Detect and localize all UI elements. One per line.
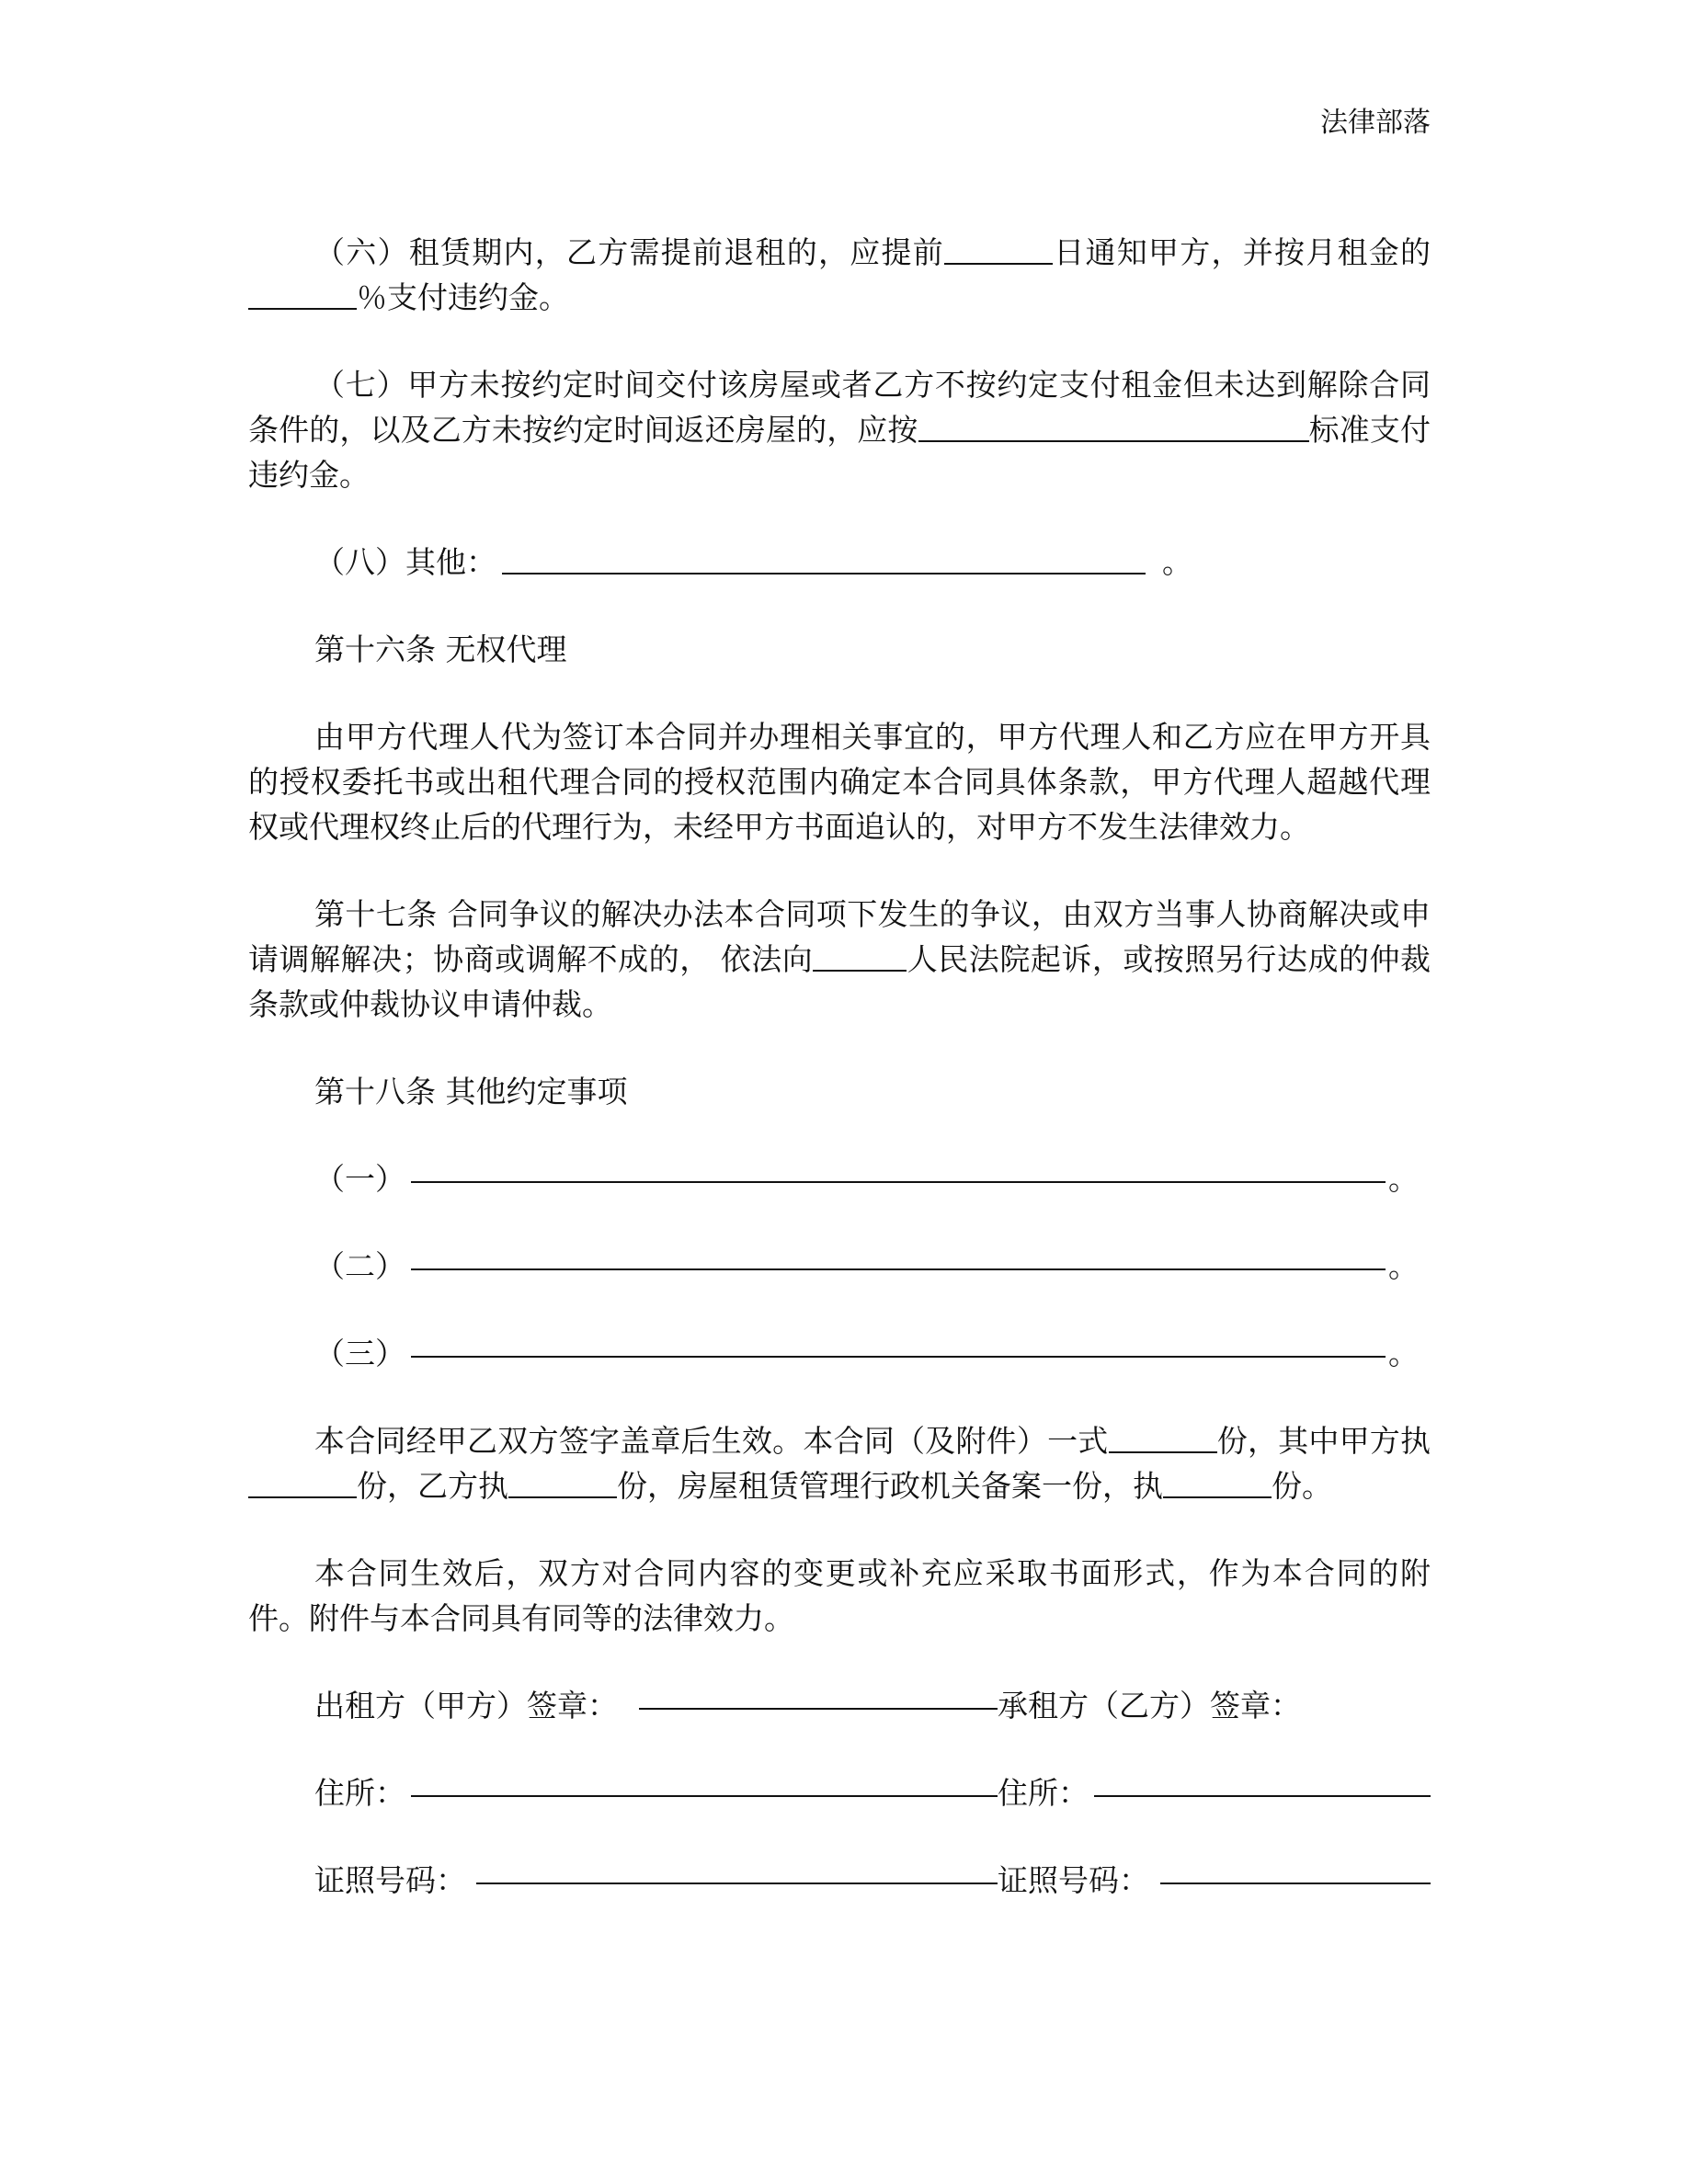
penalty-percent-blank[interactable]: [248, 280, 357, 310]
header-brand: 法律部落: [1320, 107, 1431, 139]
id-row: [248, 1858, 1431, 1903]
effect-text-4: 份，房屋租赁管理行政机关备案一份，执: [617, 1468, 1163, 1504]
article-16-body: 由甲方代理人代为签订本合同并办理相关事宜的，甲方代理人和乙方应在甲方开具的授权委托书或出租代理合同的授权范围内确定本合同具体条款，甲方代理人超越代理权或代理权终止后的代理行为，未经甲方书面追认的，对甲方不发生法律效力。: [248, 719, 1431, 845]
article-17: [248, 892, 1431, 1027]
copies-party-b-blank[interactable]: [508, 1469, 617, 1498]
lessee-id-blank[interactable]: [1160, 1855, 1431, 1884]
lessor-address-blank[interactable]: [411, 1768, 998, 1797]
effect-text-5: 份。: [1272, 1468, 1332, 1504]
court-blank[interactable]: [813, 942, 907, 972]
clause-8: [248, 540, 1431, 585]
clause-7-text-1: （七）甲方未按约定时间交付该房屋或者乙方不按约定支付租金但未达到解除合同条件的，以及乙方未按约定时间返还房屋的，应按: [248, 367, 1431, 448]
other-item-3-end: 。: [1388, 1336, 1419, 1371]
article-16-title: 第十六条 无权代理: [314, 631, 567, 667]
other-item-3-label: （三）: [314, 1336, 405, 1371]
lessee-address-label: 住所：: [998, 1775, 1089, 1811]
clause-7-text-2: 标准支付违约金。: [248, 412, 1431, 493]
other-item-1: [248, 1156, 1431, 1201]
lessee-signature-label: 承租方（乙方）签章：: [998, 1688, 1301, 1723]
address-row: [248, 1770, 1431, 1815]
article-18-title: 第十八条 其他约定事项: [314, 1074, 628, 1109]
article-17-text-2: 人民法院起诉，或按照另行达成的仲裁条款或仲裁协议申请仲裁。: [248, 941, 1431, 1022]
clause-8-label: （八）其他：: [314, 544, 496, 580]
other-item-2: [248, 1244, 1431, 1289]
other-item-1-blank[interactable]: [411, 1154, 1386, 1183]
lessor-signature-label: 出租方（甲方）签章：: [314, 1688, 618, 1723]
effect-clause: [248, 1418, 1431, 1508]
notice-days-blank[interactable]: [944, 235, 1053, 265]
effect-text-1: 本合同经甲乙双方签字盖章后生效。本合同（及附件）一式: [314, 1423, 1109, 1459]
other-item-2-end: 。: [1388, 1248, 1419, 1284]
effect-text-3: 份，乙方执: [357, 1468, 508, 1504]
clause-8-end: 。: [1162, 544, 1192, 580]
signature-row: [248, 1683, 1431, 1728]
effect-text-2: 份，其中甲方执: [1216, 1423, 1431, 1459]
lessee-id-label: 证照号码：: [998, 1862, 1149, 1898]
clause-6: [248, 230, 1431, 320]
clause-6-text-2: 日通知甲方，并按月租金的: [1053, 234, 1431, 270]
other-item-1-end: 。: [1388, 1161, 1419, 1197]
lessee-address-blank[interactable]: [1094, 1768, 1431, 1797]
other-terms-blank[interactable]: [502, 545, 1146, 574]
copies-filing-blank[interactable]: [1163, 1469, 1272, 1498]
clause-7: [248, 362, 1431, 497]
clause-6-text-3: ％支付违约金。: [357, 279, 569, 315]
penalty-standard-blank[interactable]: [918, 413, 1309, 442]
other-item-2-blank[interactable]: [411, 1241, 1386, 1270]
other-item-2-label: （二）: [314, 1248, 405, 1284]
copies-party-a-blank[interactable]: [248, 1469, 357, 1498]
contract-body: [248, 230, 1431, 1945]
copies-total-blank[interactable]: [1109, 1424, 1217, 1453]
lessor-address-label: 住所：: [314, 1775, 405, 1811]
other-item-3: [248, 1331, 1431, 1376]
other-item-1-label: （一）: [314, 1161, 405, 1197]
clause-6-text-1: （六）租赁期内，乙方需提前退租的，应提前: [314, 234, 944, 270]
lessor-id-label: 证照号码：: [314, 1862, 466, 1898]
other-item-3-blank[interactable]: [411, 1328, 1386, 1358]
article-17-text-1: 第十七条 合同争议的解决办法本合同项下发生的争议，由双方当事人协商解决或申请调解解决；协商或调解不成的， 依法向: [248, 896, 1431, 977]
lessor-id-blank[interactable]: [476, 1855, 998, 1884]
lessor-signature-blank[interactable]: [639, 1680, 998, 1710]
amendment-clause: 本合同生效后，双方对合同内容的变更或补充应采取书面形式，作为本合同的附件。附件与本合同具有同等的法律效力。: [248, 1555, 1431, 1636]
